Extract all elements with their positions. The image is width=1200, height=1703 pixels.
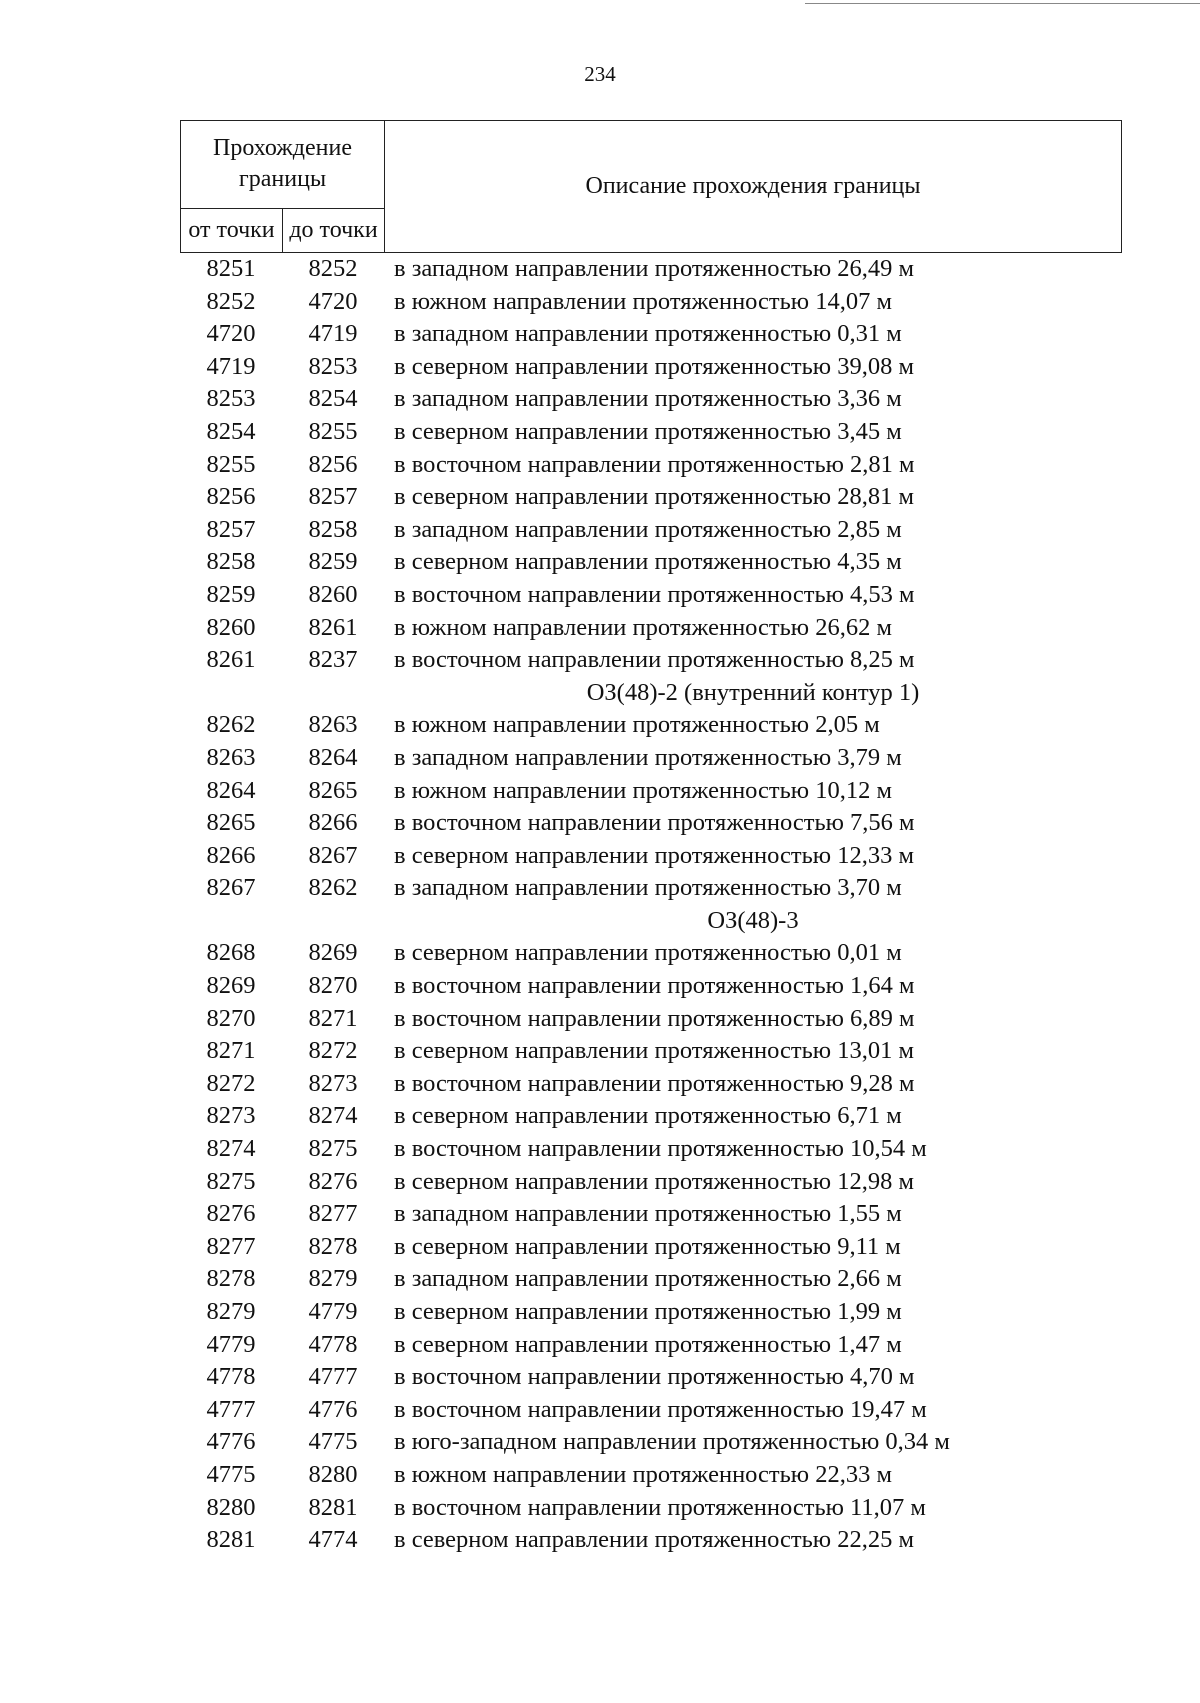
from-point-cell: 8273 [206, 1102, 256, 1130]
table-header [180, 120, 1122, 253]
table-row [0, 612, 1200, 645]
from-point-cell: 8262 [206, 711, 256, 739]
description-cell: в юго-западном направлении протяженностью 0,34 м [394, 1428, 950, 1456]
from-point-cell: 4719 [206, 352, 256, 380]
description-cell: в северном направлении протяженностью 1,47 м [394, 1330, 902, 1358]
table-row [0, 481, 1200, 514]
to-point-cell: 8269 [308, 939, 358, 967]
from-point-cell: 4720 [206, 320, 256, 348]
description-cell: в восточном направлении протяженностью 1,64 м [394, 972, 915, 1000]
section-title: ОЗ(48)-3 [707, 906, 799, 934]
description-cell: в восточном направлении протяженностью 7,56 м [394, 809, 915, 837]
from-point-cell: 8275 [206, 1167, 256, 1195]
to-point-cell: 8266 [308, 809, 358, 837]
table-row [0, 514, 1200, 547]
from-point-cell: 4775 [206, 1460, 256, 1488]
from-point-cell: 8263 [206, 743, 256, 771]
table-row [0, 1263, 1200, 1296]
to-point-cell: 8257 [308, 483, 358, 511]
from-point-cell: 8259 [206, 580, 256, 608]
description-cell: в северном направлении протяженностью 22,25 м [394, 1526, 914, 1554]
from-point-cell: 4778 [206, 1363, 256, 1391]
from-point-cell: 8276 [206, 1200, 256, 1228]
description-cell: в северном направлении протяженностью 13,01 м [394, 1037, 914, 1065]
table-row [0, 579, 1200, 612]
from-point-cell: 8269 [206, 972, 256, 1000]
from-point-cell: 8260 [206, 613, 256, 641]
from-point-cell: 4777 [206, 1395, 256, 1423]
table-row [0, 1166, 1200, 1199]
from-point-cell: 8264 [206, 776, 256, 804]
table-row [0, 1003, 1200, 1036]
to-point-cell: 8277 [308, 1200, 358, 1228]
table-row [0, 1035, 1200, 1068]
table-row [0, 970, 1200, 1003]
table-row [0, 872, 1200, 905]
from-point-cell: 4776 [206, 1428, 256, 1456]
from-point-cell: 8270 [206, 1004, 256, 1032]
to-point-cell: 8276 [308, 1167, 358, 1195]
to-point-cell: 8272 [308, 1037, 358, 1065]
to-point-cell: 8265 [308, 776, 358, 804]
from-point-cell: 8266 [206, 841, 256, 869]
to-point-cell: 8275 [308, 1135, 358, 1163]
to-point-cell: 4778 [308, 1330, 358, 1358]
table-row [0, 1296, 1200, 1329]
description-cell: в восточном направлении протяженностью 4,53 м [394, 580, 915, 608]
to-point-cell: 8253 [308, 352, 358, 380]
to-point-cell: 8256 [308, 450, 358, 478]
from-point-cell: 8253 [206, 385, 256, 413]
table-row [0, 416, 1200, 449]
description-cell: в западном направлении протяженностью 2,66 м [394, 1265, 902, 1293]
from-point-cell: 8265 [206, 809, 256, 837]
to-point-cell: 4779 [308, 1298, 358, 1325]
to-point-cell: 8252 [308, 255, 358, 282]
description-cell: в западном направлении протяженностью 3,36 м [394, 385, 902, 413]
header-to-point: до точки [283, 208, 385, 252]
table-row [0, 546, 1200, 579]
to-point-cell: 8260 [308, 580, 358, 608]
table-row [0, 1198, 1200, 1231]
to-point-cell: 8263 [308, 711, 358, 739]
to-point-cell: 8267 [308, 841, 358, 869]
description-cell: в северном направлении протяженностью 39,08 м [394, 352, 914, 380]
from-point-cell: 8272 [206, 1069, 256, 1097]
page-number: 234 [584, 62, 616, 86]
to-point-cell: 8261 [308, 613, 358, 641]
from-point-cell: 8252 [206, 287, 256, 315]
from-point-cell: 8257 [206, 515, 256, 543]
to-point-cell: 8271 [308, 1004, 358, 1032]
table-row [0, 1524, 1200, 1557]
to-point-cell: 4777 [308, 1363, 358, 1391]
description-cell: в северном направлении протяженностью 3,45 м [394, 417, 902, 445]
description-cell: в западном направлении протяженностью 0,31 м [394, 320, 902, 348]
to-point-cell: 8281 [308, 1493, 358, 1521]
table-row [0, 709, 1200, 742]
from-point-cell: 8274 [206, 1135, 256, 1163]
table-row [0, 1068, 1200, 1101]
to-point-cell: 8278 [308, 1232, 358, 1260]
from-point-cell: 8258 [206, 548, 256, 576]
to-point-cell: 4775 [308, 1428, 358, 1456]
to-point-cell: 4774 [308, 1526, 358, 1554]
table-row [0, 351, 1200, 384]
from-point-cell: 8277 [206, 1232, 256, 1260]
to-point-cell: 4720 [308, 287, 358, 315]
to-point-cell: 8258 [308, 515, 358, 543]
table-row [0, 1459, 1200, 1492]
from-point-cell: 8267 [206, 874, 256, 902]
table-row [0, 1100, 1200, 1133]
table-row [0, 449, 1200, 482]
table-row [0, 1426, 1200, 1459]
description-cell: в южном направлении протяженностью 26,62 м [394, 613, 892, 641]
section-heading [0, 677, 1200, 710]
to-point-cell: 8259 [308, 548, 358, 576]
from-point-cell: 8278 [206, 1265, 256, 1293]
to-point-cell: 8273 [308, 1069, 358, 1097]
description-cell: в северном направлении протяженностью 12,98 м [394, 1167, 914, 1195]
table-row [0, 1492, 1200, 1525]
table-row [0, 383, 1200, 416]
from-point-cell: 8271 [206, 1037, 256, 1065]
from-point-cell: 8279 [206, 1298, 256, 1325]
table-row [0, 1329, 1200, 1362]
description-cell: в северном направлении протяженностью 1,99 м [394, 1298, 902, 1325]
description-cell: в южном направлении протяженностью 14,07 м [394, 287, 892, 315]
table-row [0, 1361, 1200, 1394]
description-cell: в восточном направлении протяженностью 19,47 м [394, 1395, 927, 1423]
table-row [0, 1231, 1200, 1264]
top-edge-line [805, 3, 1200, 4]
description-cell: в восточном направлении протяженностью 10,54 м [394, 1135, 927, 1163]
from-point-cell: 8255 [206, 450, 256, 478]
from-point-cell: 8254 [206, 417, 256, 445]
description-cell: в северном направлении протяженностью 9,11 м [394, 1232, 901, 1260]
description-cell: в южном направлении протяженностью 2,05 м [394, 711, 880, 739]
from-point-cell: 8261 [206, 646, 256, 674]
boundary-rows [0, 253, 1200, 1557]
table-row [0, 318, 1200, 351]
to-point-cell: 4719 [308, 320, 358, 348]
from-point-cell: 8281 [206, 1526, 256, 1554]
to-point-cell: 8262 [308, 874, 358, 902]
table-row [0, 1394, 1200, 1427]
from-point-cell: 8256 [206, 483, 256, 511]
to-point-cell: 8254 [308, 385, 358, 413]
table-row [0, 1133, 1200, 1166]
to-point-cell: 8279 [308, 1265, 358, 1293]
from-point-cell: 4779 [206, 1330, 256, 1358]
to-point-cell: 8270 [308, 972, 358, 1000]
description-cell: в восточном направлении протяженностью 9,28 м [394, 1069, 915, 1097]
from-point-cell: 8251 [206, 255, 256, 282]
description-cell: в южном направлении протяженностью 10,12 м [394, 776, 892, 804]
to-point-cell: 8255 [308, 417, 358, 445]
section-title: ОЗ(48)-2 (внутренний контур 1) [586, 678, 920, 706]
table-row [0, 840, 1200, 873]
section-heading [0, 905, 1200, 938]
description-cell: в северном направлении протяженностью 4,35 м [394, 548, 902, 576]
table-row [0, 742, 1200, 775]
description-cell: в северном направлении протяженностью 28,81 м [394, 483, 914, 511]
table-row [0, 286, 1200, 319]
description-cell: в северном направлении протяженностью 0,01 м [394, 939, 902, 967]
description-cell: в северном направлении протяженностью 6,71 м [394, 1102, 902, 1130]
from-point-cell: 8280 [206, 1493, 256, 1521]
description-cell: в западном направлении протяженностью 26,49 м [394, 255, 915, 282]
to-point-cell: 4776 [308, 1395, 358, 1423]
description-cell: в западном направлении протяженностью 1,55 м [394, 1200, 902, 1228]
description-cell: в северном направлении протяженностью 12,33 м [394, 841, 914, 869]
to-point-cell: 8280 [308, 1460, 358, 1488]
table-row [0, 644, 1200, 677]
description-cell: в восточном направлении протяженностью 4,70 м [394, 1363, 915, 1391]
description-cell: в восточном направлении протяженностью 8,25 м [394, 646, 915, 674]
to-point-cell: 8264 [308, 743, 358, 771]
table-row [0, 807, 1200, 840]
to-point-cell: 8274 [308, 1102, 358, 1130]
from-point-cell: 8268 [206, 939, 256, 967]
description-cell: в восточном направлении протяженностью 2,81 м [394, 450, 915, 478]
description-cell: в западном направлении протяженностью 2,85 м [394, 515, 902, 543]
table-row [0, 937, 1200, 970]
header-from-point: от точки [181, 208, 283, 252]
description-cell: в восточном направлении протяженностью 6,89 м [394, 1004, 915, 1032]
to-point-cell: 8237 [308, 646, 358, 674]
description-cell: в западном направлении протяженностью 3,70 м [394, 874, 902, 902]
description-cell: в южном направлении протяженностью 22,33 м [394, 1460, 892, 1488]
header-description: Описание прохождения границы [385, 121, 1122, 253]
description-cell: в западном направлении протяженностью 3,79 м [394, 743, 902, 771]
header-boundary-passage: Прохождение границы [181, 121, 385, 209]
table-row [0, 775, 1200, 808]
table-row [0, 253, 1200, 286]
description-cell: в восточном направлении протяженностью 11,07 м [394, 1493, 926, 1521]
